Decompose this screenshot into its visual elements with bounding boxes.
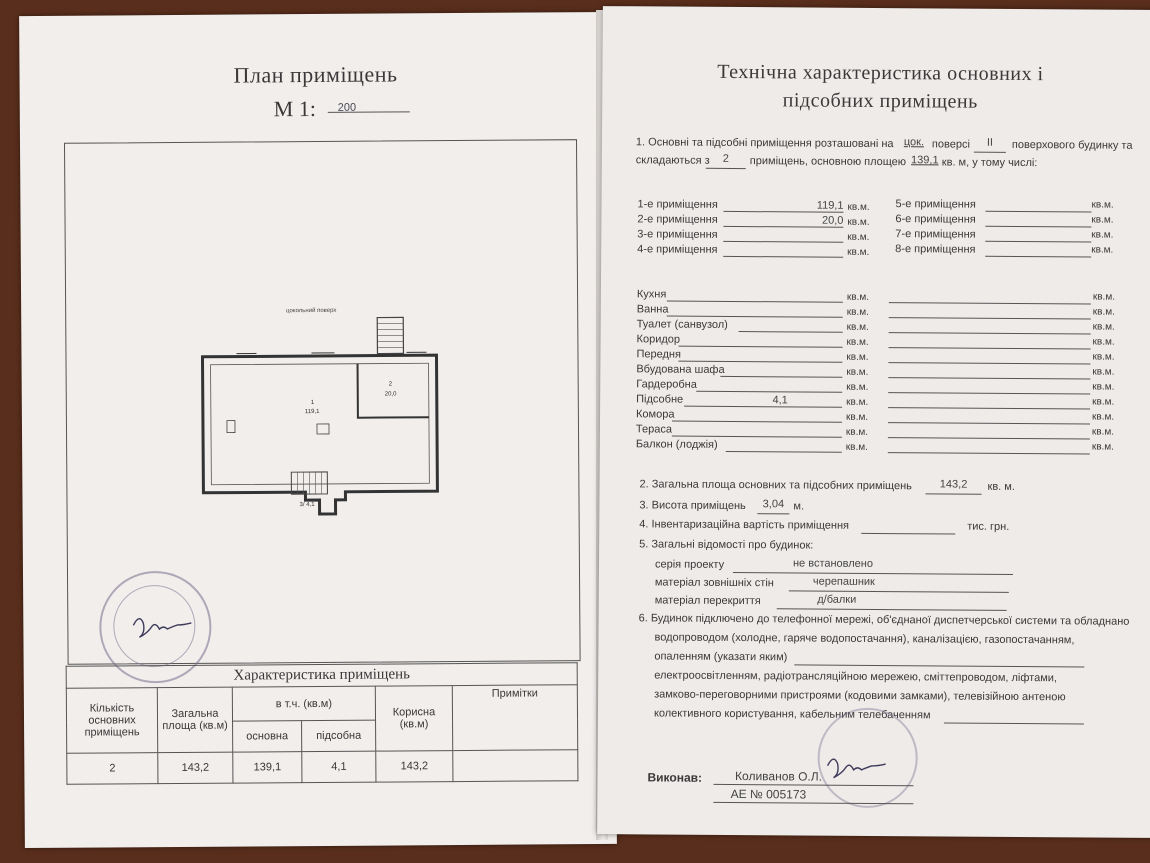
- aux-label: Ванна: [636, 303, 669, 316]
- p5a-label: серія проекту: [654, 558, 725, 571]
- aux-rule: [679, 346, 843, 348]
- aux-rule-right: [888, 392, 1090, 394]
- scale-prefix: М 1:: [273, 96, 317, 122]
- aux-label: Підсобне: [636, 393, 684, 406]
- aux-unit-right: кв.м.: [1092, 351, 1115, 363]
- room-label: 7-е приміщення: [895, 228, 976, 241]
- aux-rule-right: [889, 302, 1091, 304]
- room3-label: 3/ 4,1: [299, 502, 315, 509]
- aux-label: Коридор: [636, 333, 681, 346]
- cell-count: 2: [67, 753, 158, 785]
- p6-line-2: водопроводом (холодне, гаряче водопостачання), каналізацією, газопостачанням,: [654, 631, 1075, 647]
- cell-main: 139,1: [233, 752, 302, 783]
- aux-unit-right: кв.м.: [1092, 366, 1115, 378]
- aux-rule: [672, 436, 842, 438]
- room-label: 1-е приміщення: [637, 198, 718, 211]
- p1-text-d: складаються з: [635, 154, 710, 167]
- p5b-value: черепашник: [812, 575, 875, 588]
- p5c-label: матеріал перекриття: [654, 594, 761, 608]
- aux-unit-right: кв.м.: [1092, 411, 1115, 423]
- rooms-right-list: [603, 6, 1150, 10]
- room-rule: [985, 211, 1091, 213]
- rooms-left-list: [603, 6, 1150, 10]
- aux-unit-right: кв.м.: [1092, 396, 1115, 408]
- p1-rooms: 2: [722, 152, 729, 165]
- p1-floors: II: [986, 136, 994, 149]
- aux-unit-right: кв.м.: [1091, 426, 1115, 438]
- aux-unit: кв.м.: [846, 366, 869, 378]
- aux-label: Кухня: [636, 288, 667, 301]
- aux-unit: кв.м.: [845, 411, 869, 423]
- p6-line-4: електроосвітленням, радіотрансляційною мережею, сміттепроводом, ліфтами,: [654, 669, 1058, 685]
- col-useful: Корисна (кв.м): [375, 686, 452, 752]
- aux-rule: [667, 301, 843, 303]
- p1-text-a: 1. Основні та підсобні приміщення розташовані на: [635, 136, 894, 151]
- cell-notes: [453, 750, 578, 782]
- room-rule: [723, 256, 843, 258]
- aux-rule-right: [888, 362, 1090, 364]
- aux-label: Вбудована шафа: [636, 363, 725, 376]
- aux-unit: кв.м.: [846, 291, 870, 303]
- tech-title-2: підсобних приміщень: [782, 89, 978, 113]
- room1-area: 119,1: [304, 408, 320, 416]
- aux-rule: [672, 421, 842, 423]
- p6-line-5: замково-переговорними пристроями (кодовими замками), телевізійною антеною: [654, 688, 1066, 704]
- p4-unit: тис. грн.: [967, 520, 1010, 533]
- aux-rule-right: [888, 377, 1090, 379]
- room-rule: [985, 226, 1091, 228]
- aux-unit-right: кв.м.: [1092, 321, 1115, 333]
- aux-rule-right: [888, 407, 1090, 409]
- signature-left: [127, 607, 207, 648]
- aux-unit: кв.м.: [845, 426, 869, 438]
- aux-rule: [726, 451, 842, 453]
- p1-area: 139,1: [911, 154, 939, 167]
- aux-unit-right: кв.м.: [1092, 336, 1115, 348]
- cell-aux: 4,1: [302, 751, 376, 783]
- p2-text: 2. Загальна площа основних та підсобних приміщень: [639, 478, 912, 493]
- room-value: 119,1: [816, 199, 844, 212]
- aux-unit-right: кв.м.: [1092, 306, 1115, 318]
- aux-rule-right: [888, 437, 1090, 439]
- aux-rule-right: [888, 452, 1090, 454]
- col-total: Загальна площа (кв.м): [157, 687, 232, 753]
- p5-text: 5. Загальні відомості про будинок:: [639, 538, 814, 552]
- aux-label: Гардеробна: [636, 378, 697, 391]
- cell-total: 143,2: [158, 752, 233, 784]
- plan-title: План приміщень: [233, 61, 398, 88]
- aux-rule: [739, 331, 843, 333]
- aux-label: Балкон (лоджія): [635, 438, 718, 451]
- aux-value: 4,1: [772, 394, 788, 407]
- signature-right: [823, 750, 903, 785]
- aux-unit: кв.м.: [846, 396, 869, 408]
- aux-unit-right: кв.м.: [1091, 441, 1114, 453]
- left-page: [19, 12, 617, 848]
- rooms-characteristics-table: [66, 662, 579, 785]
- p2-value: 143,2: [939, 478, 968, 491]
- aux-unit: кв.м.: [846, 336, 869, 348]
- p5c-value: д/балки: [817, 593, 857, 606]
- aux-unit-right: кв.м.: [1092, 381, 1115, 393]
- aux-rule-right: [889, 332, 1091, 334]
- room2-area: 20,0: [384, 391, 397, 398]
- room-value: 20,0: [821, 214, 844, 227]
- aux-unit-right: кв.м.: [1092, 291, 1116, 303]
- room-unit: кв.м.: [1091, 214, 1114, 226]
- aux-rooms-list: [603, 6, 1150, 10]
- room-rule: [985, 256, 1091, 258]
- cell-useful: 143,2: [376, 751, 453, 783]
- col-main: основна: [233, 721, 302, 752]
- aux-unit: кв.м.: [846, 351, 869, 363]
- aux-label: Комора: [636, 408, 675, 421]
- room-unit: кв.м.: [1091, 199, 1114, 211]
- room-unit: кв.м.: [847, 201, 870, 213]
- p6-line-1: 6. Будинок підключено до телефонної мережі, об'єднаної диспетчерської системи та обладнано: [638, 612, 1130, 628]
- p6-line-3: опаленням (указати яким): [654, 650, 788, 664]
- room-label: 3-е приміщення: [637, 228, 718, 241]
- room-label: 6-е приміщення: [895, 213, 976, 226]
- aux-rule: [696, 391, 842, 393]
- room-label: 2-е приміщення: [637, 213, 718, 226]
- aux-rule-right: [888, 422, 1090, 424]
- floor-label: цокольний поверх: [286, 307, 337, 315]
- aux-label: Передня: [636, 348, 681, 361]
- room1-number: 1: [310, 400, 315, 407]
- room-unit: кв.м.: [1091, 244, 1114, 256]
- table-row: [67, 750, 578, 785]
- p3-value: 3,04: [762, 498, 785, 511]
- room-unit: кв.м.: [847, 231, 870, 243]
- aux-label: Тераса: [635, 423, 673, 436]
- col-including: в т.ч. (кв.м): [232, 686, 375, 721]
- room-label: 5-е приміщення: [895, 198, 976, 211]
- col-count: Кількість основних приміщень: [66, 688, 157, 754]
- p1-text-b: поверсі: [931, 138, 970, 151]
- aux-rule-right: [889, 317, 1091, 319]
- executor-label: Виконав:: [647, 770, 703, 785]
- executor-cert: АЕ № 005173: [730, 786, 807, 802]
- p5b-label: матеріал зовнішніх стін: [654, 576, 774, 590]
- p1-text-f: кв. м, у тому числі:: [941, 156, 1038, 170]
- room-label: 4-е приміщення: [637, 243, 718, 256]
- scale-value: 200: [337, 101, 357, 114]
- executor-name: Коливанов О.Л.: [735, 769, 823, 784]
- aux-unit: кв.м.: [846, 381, 869, 393]
- p4-text: 4. Інвентаризаційна вартість приміщення: [639, 518, 850, 532]
- room-unit: кв.м.: [1091, 229, 1114, 241]
- p3-unit: м.: [793, 500, 805, 513]
- col-notes: Примітки: [452, 685, 577, 751]
- right-page: [597, 6, 1150, 838]
- room-unit: кв.м.: [847, 246, 870, 258]
- room-label: 8-е приміщення: [895, 243, 976, 256]
- p3-text: 3. Висота приміщень: [639, 499, 746, 513]
- tech-title-1: Технічна характеристика основних і: [717, 60, 1044, 86]
- aux-unit: кв.м.: [846, 321, 869, 333]
- room2-number: 2: [388, 381, 393, 388]
- aux-unit: кв.м.: [845, 441, 868, 453]
- p2-unit: кв. м.: [987, 480, 1015, 493]
- aux-rule: [720, 376, 842, 378]
- room-rule: [985, 241, 1091, 243]
- aux-label: Туалет (санвузол): [636, 318, 728, 331]
- table-title: Характеристика приміщень: [66, 663, 577, 689]
- p6-line-6: колективного користування, кабельним телебаченням: [653, 707, 931, 722]
- room-rule: [723, 241, 843, 243]
- aux-rule: [667, 316, 843, 318]
- p1-text-c: поверхового будинку та: [1011, 138, 1133, 152]
- p5a-value: не встановлено: [792, 557, 874, 570]
- p1-floor: цок.: [903, 136, 925, 149]
- p1-text-e: приміщень, основною площею: [749, 155, 907, 169]
- room-unit: кв.м.: [847, 216, 870, 228]
- aux-rule: [678, 361, 842, 363]
- aux-unit: кв.м.: [846, 306, 869, 318]
- aux-rule-right: [889, 347, 1091, 349]
- col-aux: підсобна: [302, 720, 376, 752]
